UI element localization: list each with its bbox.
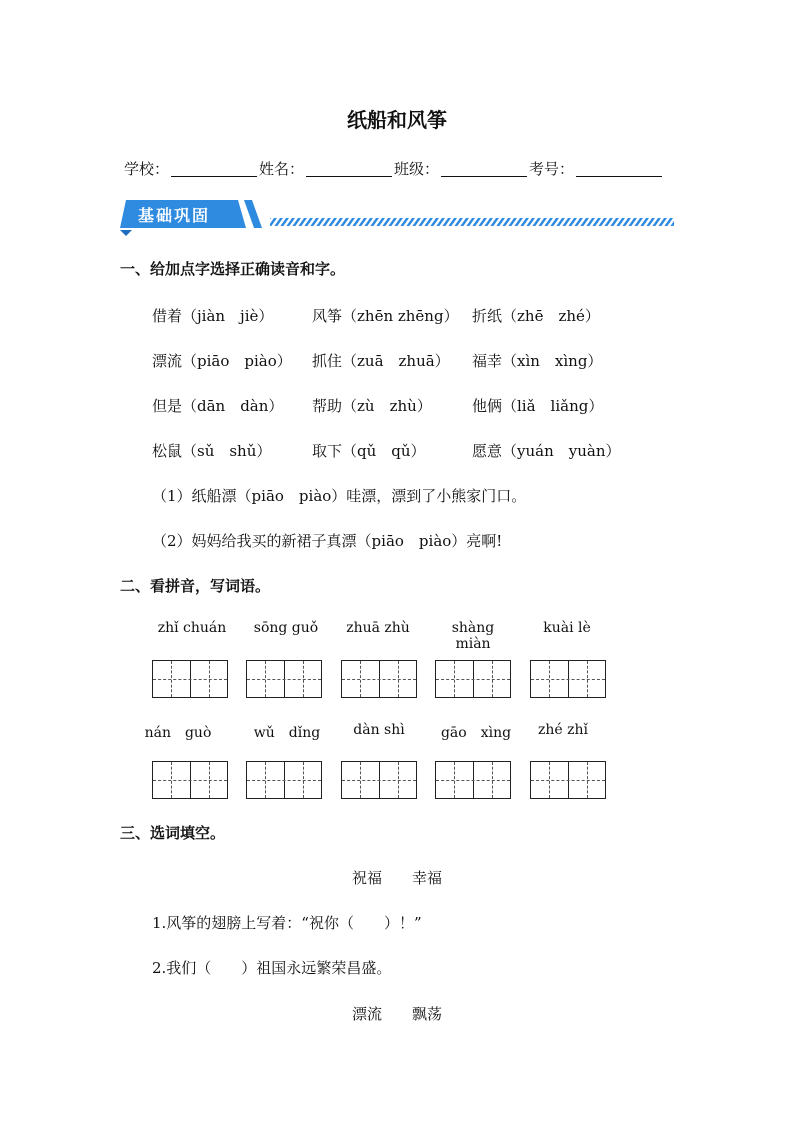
- section1-heading: 一、给加点字选择正确读音和字。: [120, 260, 346, 278]
- pinyin-prompt: zhǐ chuán: [157, 620, 227, 636]
- student-info-line: [124, 158, 664, 179]
- writing-grid-row-1: [0, 660, 794, 700]
- pinyin-item: 愿意（yuán yuàn）: [472, 442, 621, 460]
- pinyin-item: 折纸（zhē zhé）: [472, 307, 600, 325]
- class-label: 班级：: [394, 160, 440, 178]
- pinyin-prompt: wǔ dǐng: [253, 725, 321, 741]
- school-blank[interactable]: [171, 160, 257, 177]
- pinyin-row-1: [152, 305, 672, 325]
- writing-box[interactable]: [246, 660, 322, 698]
- sentence-2: （2）妈妈给我买的新裙子真漂（piāo piào）亮啊!: [152, 532, 503, 550]
- fill-question-2: 2.我们（ ）祖国永远繁荣昌盛。: [152, 959, 392, 977]
- section-banner: [120, 198, 680, 238]
- pinyin-prompt: nán guò: [144, 725, 212, 741]
- pinyin-item: 松鼠（sǔ shǔ）: [152, 442, 272, 460]
- pinyin-item: 帮助（zù zhù）: [312, 397, 432, 415]
- word-choices-1: 祝福 幸福: [351, 869, 442, 887]
- pinyin-prompt: zhé zhǐ: [538, 722, 588, 738]
- banner-text: 基础巩固: [138, 206, 211, 225]
- pinyin-item: 但是（dān dàn）: [152, 397, 284, 415]
- pinyin-prompt: sōng guǒ: [253, 620, 319, 636]
- class-blank[interactable]: [441, 160, 527, 177]
- writing-box[interactable]: [530, 761, 606, 799]
- word-choices-2: 漂流 飘荡: [351, 1005, 442, 1023]
- writing-grid-row-2: [0, 761, 794, 801]
- pinyin-row-3: [152, 395, 672, 415]
- pinyin-prompts-row-1: [0, 620, 794, 652]
- name-label: 姓名：: [259, 160, 305, 178]
- school-label: 学校：: [124, 160, 170, 178]
- pinyin-prompt: kuài lè: [543, 620, 591, 636]
- pinyin-item: 福幸（xìn xìng）: [472, 352, 603, 370]
- writing-box[interactable]: [152, 761, 228, 799]
- fill-question-1: 1.风筝的翅膀上写着：“祝你（ ）！”: [152, 914, 422, 932]
- writing-box[interactable]: [530, 660, 606, 698]
- exam-number-blank[interactable]: [576, 160, 662, 177]
- pinyin-item: 风筝（zhēn zhēng）: [312, 307, 459, 325]
- exam-number-label: 考号：: [529, 160, 575, 178]
- page-title: 纸船和风筝: [347, 108, 447, 132]
- pinyin-prompt: gāo xìng: [440, 725, 512, 741]
- writing-box[interactable]: [152, 660, 228, 698]
- writing-box[interactable]: [435, 660, 511, 698]
- pinyin-prompt: dàn shì: [353, 722, 405, 738]
- section2-heading: 二、看拼音，写词语。: [120, 577, 271, 595]
- pinyin-row-4: [152, 440, 672, 460]
- section3-heading: 三、选词填空。: [120, 824, 226, 842]
- name-blank[interactable]: [306, 160, 392, 177]
- writing-box[interactable]: [341, 660, 417, 698]
- pinyin-prompt: shàng miàn: [451, 620, 495, 652]
- pinyin-item: 漂流（piāo piào）: [152, 352, 292, 370]
- pinyin-row-2: [152, 350, 672, 370]
- writing-box[interactable]: [341, 761, 417, 799]
- writing-box[interactable]: [246, 761, 322, 799]
- pinyin-prompts-row-2: [0, 722, 794, 742]
- pinyin-item: 抓住（zuā zhuā）: [312, 352, 450, 370]
- pinyin-item: 他俩（liǎ liǎng）: [472, 397, 604, 415]
- pinyin-prompt: zhuā zhù: [346, 620, 410, 636]
- sentence-1: （1）纸船漂（piāo piào）哇漂，漂到了小熊家门口。: [152, 487, 527, 505]
- pinyin-item: 借着（jiàn jiè）: [152, 307, 274, 325]
- writing-box[interactable]: [435, 761, 511, 799]
- pinyin-item: 取下（qǔ qǔ）: [312, 442, 426, 460]
